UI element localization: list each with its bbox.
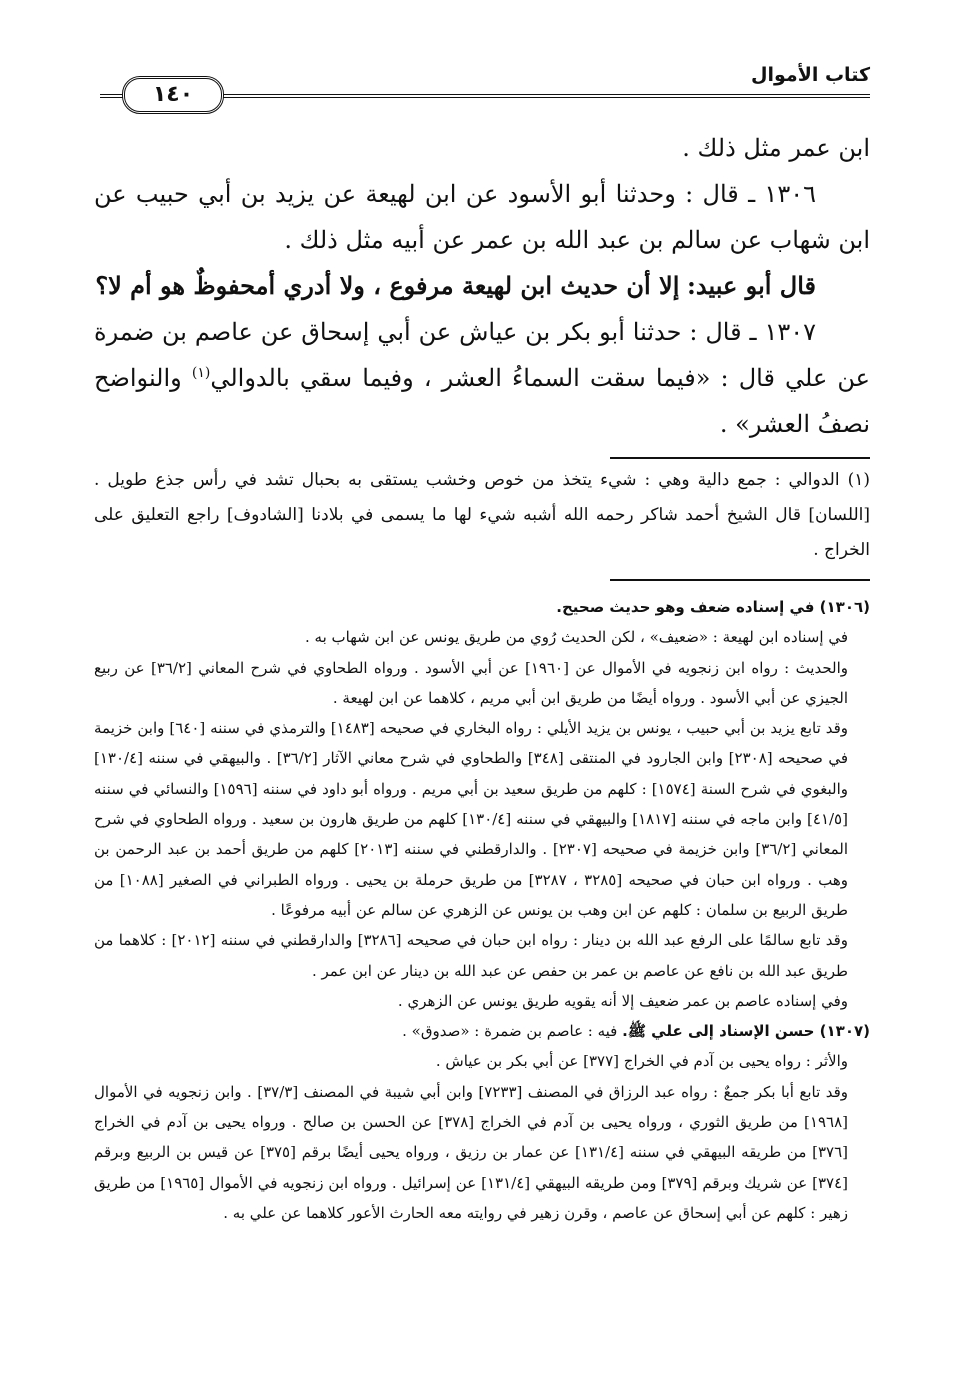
commentary-line: في إسناده ابن لهيعة : «ضعيف» ، لكن الحديث رُوي من طريق يونس عن ابن شهاب به . bbox=[305, 628, 848, 647]
hadith-text-end: والنواضح نصفُ العشر» . bbox=[94, 364, 870, 438]
hadith-text: ـ قال : وحدثنا أبو الأسود عن ابن لهيعة عن يزيد بن أبي حبيب عن ابن شهاب عن سالم بن عبد الله بن عمر عن أبيه مثل ذلك . bbox=[94, 180, 870, 254]
hadith-text: ـ قال : حدثنا أبو بكر بن عياش عن أبي إسحاق عن عاصم بن ضمرة عن علي قال : «فيما سقت السماءُ العشر ، وفيما سقي بالدوالي bbox=[94, 318, 871, 392]
commentary-line: وفي إسناده عاصم بن عمر ضعيف إلا أنه يقويه طريق يونس عن الزهري . bbox=[397, 991, 848, 1010]
commentary bbox=[94, 592, 870, 1228]
book-title: كتاب الأموال bbox=[751, 64, 870, 86]
main-text bbox=[94, 125, 870, 447]
paragraph-continuation: ابن عمر مثل ذلك . bbox=[682, 134, 870, 162]
abu-ubaid-note bbox=[94, 263, 870, 309]
commentary-line: وقد تابع يزيد بن أبي حبيب ، يونس بن يزيد الأيلي : رواه البخاري في صحيحه [١٤٨٣] والترمذي في سننه [٦٤٠] وابن خزيمة في صحيحه [٢٣٠٨] وابن الجارود في المنتقى [٣٤٨] والطحاوي في شرح معاني الآثار [٣٦/٢] . والبيهقي في سننه [١٣٠/٤] والبغوي في شرح السنة [١٥٧٤] : كلهم من طريق سعيد بن أبي مريم . ورواه أبو داود في سننه [١٥٩٦] والنسائي في سننه [٤١/٥] وابن ماجه في سننه [١٨١٧] والبيهقي في سننه [١٣٠/٤] كلهم من طريق هارون بن سعيد . ورواه الطحاوي في شرح المعاني [٣٦/٢] وابن خزيمة في صحيحه [٢٣٠٧] . والدارقطني في سننه [٢٠١٣] كلهم من طريق أحمد بن عبد الرحمن بن وهب . ورواه ابن حبان في صحيحه [٣٢٨٥ ، ٣٢٨٧] من طريق حرملة بن يحيى . ورواه الطبراني في الصغير [١٠٨٨] من طريق الربيع بن سلمان : كلهم عن ابن وهب بن يونس عن الزهري عن سالم عن أبيه مرفوعًا . bbox=[94, 719, 849, 919]
hadith-1306 bbox=[94, 171, 870, 263]
footnote-rule bbox=[610, 457, 870, 459]
abu-ubaid-label: قال أبو عبيد: bbox=[687, 271, 816, 300]
footnote bbox=[94, 463, 870, 568]
commentary-heading-rest: فيه : عاصم بن ضمرة : «صدوق» . bbox=[402, 1022, 618, 1041]
hadith-1307 bbox=[94, 309, 870, 447]
commentary-line: وقد تابع سالمًا على الرفع عبد الله بن دينار : رواه ابن حبان في صحيحه [٣٢٨٦] والدارقطني في سننه [٢٠١٢] : كلاهما من طريق عبد الله بن نافع عن عاصم بن عمر بن حفص عن عبد الله بن دينار عن ابن عمر . bbox=[94, 931, 848, 980]
hadith-number: ١٣٠٦ bbox=[764, 180, 816, 208]
page-number: ١٤٠ bbox=[122, 76, 224, 114]
commentary-line: وقد تابع أبا بكر جمعٌ : رواه عبد الرزاق في المصنف [٧٢٣٣] وابن أبي شيبة في المصنف [٣٧/٣] . وابن زنجويه في الأموال [١٩٦٨] من طريق الثوري ، ورواه يحيى بن آدم في الخراج [٣٧٨] عن الحسن بن صالح . ورواه يحيى بن آدم في الخراج [٣٧٦] من طريقه البيهقي في سننه [١٣١/٤] عن عمار بن رزيق ، ورواه يحيى أيضًا برقم [٣٧٥] عن قيس بن الربيع وبرقم [٣٧٤] عن شريك وبرقم [٣٧٩] ومن طريقه البيهقي [١٣١/٤] عن إسرائيل . ورواه ابن زنجويه في الأموال [١٩٦٥] من طريق زهير : كلهم عن أبي إسحاق عن عاصم ، وقرن زهير في روايته معه الحارث الأعور كلاهما عن علي به . bbox=[94, 1082, 849, 1222]
abu-ubaid-text: إلا أن حديث ابن لهيعة مرفوع ، ولا أدري أمحفوظٌ هو أم لا؟ bbox=[95, 271, 680, 300]
footnote-1: (١) الدوالي : جمع دالية وهي : شيء يتخذ من خوص وخشب يستقى به بحبال تشد في رأس جذع طويل . [اللسان] قال الشيخ أحمد شاكر رحمه الله أشبه شيء لها ما يسمى في بلادنا [الشادوف] راجع التعليق على الخراج . bbox=[94, 470, 870, 560]
commentary-heading-label: (١٣٠٧) حسن الإسناد إلى علي ﷺ. bbox=[622, 1022, 870, 1041]
footnote-ref: (١) bbox=[191, 365, 211, 381]
commentary-heading-1307 bbox=[94, 1016, 870, 1046]
page-header bbox=[100, 60, 870, 120]
commentary-line: والحديث : رواه ابن زنجويه في الأموال عن [١٩٦٠] عن أبي الأسود . ورواه الطحاوي في شرح المعاني [٣٦/٢] عن ربيع الجيزي عن أبي الأسود . ورواه أيضًا من طريق ابن أبي مريم ، كلاهما عن ابن لهيعة . bbox=[94, 658, 849, 707]
commentary-heading-1306: (١٣٠٦) في إسناده ضعف وهو حديث صحيح. bbox=[556, 598, 870, 616]
commentary-line: والأثر : رواه يحيى بن آدم في الخراج [٣٧٧] عن أبي بكر بن عياش . bbox=[435, 1052, 848, 1071]
hadith-number: ١٣٠٧ bbox=[764, 318, 817, 346]
commentary-rule bbox=[610, 579, 870, 581]
